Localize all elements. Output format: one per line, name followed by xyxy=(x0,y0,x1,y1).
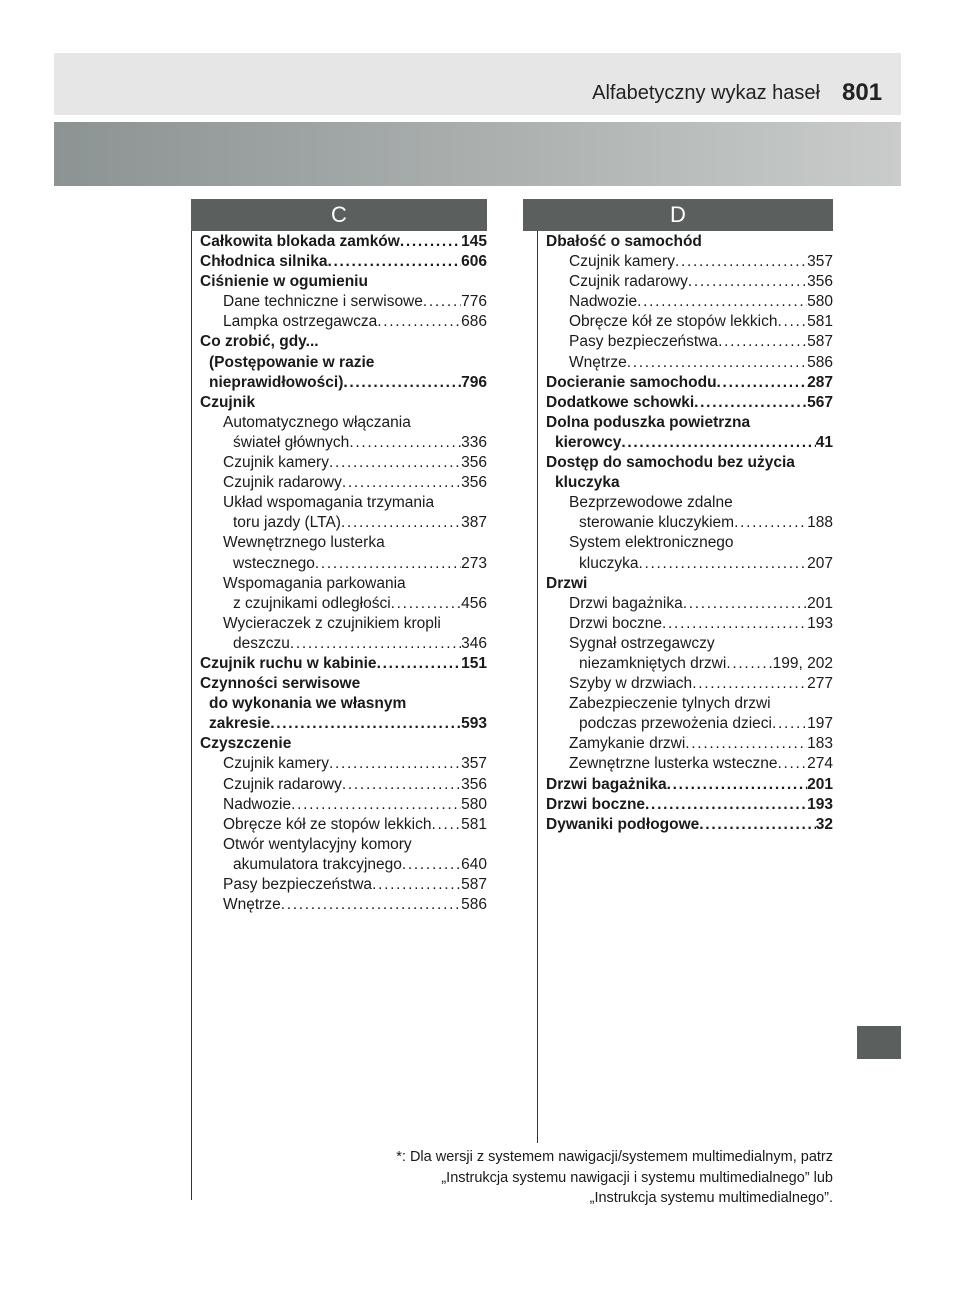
index-entry xyxy=(200,453,487,473)
dot-leader xyxy=(342,775,461,795)
entry-term: (Postępowanie w razie xyxy=(209,353,375,371)
entry-term: Drzwi xyxy=(546,574,588,592)
section-tab-d: D xyxy=(523,199,833,231)
index-entry xyxy=(200,734,487,754)
index-entry xyxy=(200,332,487,352)
entry-term: wstecznego xyxy=(233,554,315,572)
entry-page-number: 593 xyxy=(461,715,487,733)
index-entry xyxy=(546,493,833,513)
dot-leader xyxy=(692,674,807,694)
entry-page-number: 193 xyxy=(807,614,833,632)
dot-leader xyxy=(402,855,461,875)
entry-page-number: 145 xyxy=(461,233,487,250)
entry-term: Ciśnienie w ogumieniu xyxy=(200,273,368,291)
entry-term: toru jazdy (LTA) xyxy=(233,514,341,532)
index-entry xyxy=(546,795,833,815)
entry-term: Czujnik xyxy=(200,393,256,411)
index-entry xyxy=(200,493,487,513)
entry-term: do wykonania we własnym xyxy=(209,695,407,713)
entry-term: System elektronicznego xyxy=(569,534,734,552)
entry-term: Czujnik radarowy xyxy=(223,474,342,492)
entry-page-number: 274 xyxy=(807,755,833,773)
index-entry xyxy=(200,714,487,734)
entry-term: Dolna poduszka powietrzna xyxy=(546,413,751,431)
index-entry xyxy=(546,734,833,754)
index-entry xyxy=(546,373,833,393)
entry-term: sterowanie kluczykiem xyxy=(579,514,735,532)
index-entry xyxy=(200,574,487,594)
entry-page-number: 356 xyxy=(461,474,487,492)
entry-page-number: 587 xyxy=(807,333,833,351)
index-entry xyxy=(546,312,833,332)
index-entry xyxy=(200,413,487,433)
dot-leader xyxy=(343,373,461,393)
index-entry xyxy=(546,574,833,594)
entry-page-number: 587 xyxy=(461,876,487,893)
entry-page-number: 199, 202 xyxy=(772,654,833,672)
entry-term: nieprawidłowości) xyxy=(209,373,344,391)
entry-term: kluczyka xyxy=(579,554,639,572)
dot-leader xyxy=(699,815,815,835)
dot-leader xyxy=(431,815,461,835)
index-entry xyxy=(200,855,487,875)
index-entry xyxy=(546,272,833,292)
dot-leader xyxy=(372,875,461,895)
index-entry xyxy=(546,232,833,252)
index-entry xyxy=(546,413,833,433)
entry-page-number: 581 xyxy=(807,313,833,331)
entry-page-number: 356 xyxy=(461,454,487,472)
index-entry xyxy=(546,533,833,553)
entry-term: Dodatkowe schowki xyxy=(546,393,695,411)
index-entry xyxy=(200,513,487,533)
entry-term: Wnętrze xyxy=(569,353,627,371)
entry-page-number: 456 xyxy=(461,594,487,612)
index-entry xyxy=(200,634,487,654)
index-entry xyxy=(546,714,833,734)
dot-leader xyxy=(777,312,807,332)
dot-leader xyxy=(377,654,462,674)
index-entry xyxy=(200,272,487,292)
thumb-index-tab xyxy=(857,1026,901,1059)
entry-page-number: 201 xyxy=(807,775,833,793)
entry-term: kluczyka xyxy=(555,474,620,492)
index-entry xyxy=(546,433,833,453)
dot-leader xyxy=(329,754,461,774)
entry-term: Dywaniki podłogowe xyxy=(546,815,700,833)
entry-term: Docieranie samochodu xyxy=(546,373,717,391)
entry-term: Szyby w drzwiach xyxy=(569,675,693,693)
entry-term: Obręcze kół ze stopów lekkich xyxy=(223,815,432,833)
entry-term: Czujnik radarowy xyxy=(223,775,342,793)
dot-leader xyxy=(349,433,461,453)
entry-term: Chłodnica silnika xyxy=(200,253,328,271)
entry-term: Dbałość o samochód xyxy=(546,233,702,250)
dot-leader xyxy=(627,353,807,373)
index-entry xyxy=(200,252,487,272)
page-number: 801 xyxy=(842,79,883,106)
index-entry xyxy=(200,433,487,453)
entry-term: Drzwi bagażnika xyxy=(569,594,683,612)
index-entry xyxy=(200,353,487,373)
dot-leader xyxy=(291,795,461,815)
entry-page-number: 606 xyxy=(461,253,487,271)
entry-term: Wnętrze xyxy=(223,896,281,914)
index-entry xyxy=(200,875,487,895)
index-entry xyxy=(546,292,833,312)
page-title: Alfabetyczny wykaz haseł xyxy=(592,82,820,104)
entry-page-number: 567 xyxy=(807,393,833,411)
entry-term: Układ wspomagania trzymania xyxy=(223,494,435,512)
entry-page-number: 197 xyxy=(807,715,833,733)
entry-term: Drzwi boczne xyxy=(569,614,663,632)
entry-page-number: 776 xyxy=(461,293,487,311)
index-entry xyxy=(200,614,487,634)
entry-term: Wewnętrznego lusterka xyxy=(223,534,385,552)
entry-page-number: 586 xyxy=(807,353,833,371)
entry-term: Czujnik kamery xyxy=(223,755,329,773)
footnote-line: „Instrukcja systemu nawigacji i systemu multimedialnego” lub xyxy=(441,1169,833,1186)
index-entry xyxy=(200,835,487,855)
entry-term: Sygnał ostrzegawczy xyxy=(569,634,715,652)
entry-page-number: 357 xyxy=(807,253,833,271)
index-entry xyxy=(546,634,833,654)
entry-term: Co zrobić, gdy... xyxy=(200,333,319,351)
footnote-line: *: Dla wersji z systemem nawigacji/systemem multimedialnym, patrz xyxy=(396,1149,833,1165)
footnote-line: „Instrukcja systemu multimedialnego”. xyxy=(589,1190,833,1206)
dot-leader xyxy=(621,433,815,453)
index-entry xyxy=(546,815,833,835)
entry-page-number: 580 xyxy=(461,795,487,813)
index-entry xyxy=(546,513,833,533)
entry-page-number: 686 xyxy=(461,313,487,331)
entry-term: Bezprzewodowe zdalne xyxy=(569,494,733,512)
index-entry xyxy=(200,754,487,774)
dot-leader xyxy=(685,734,807,754)
index-entry xyxy=(546,594,833,614)
entry-term: podczas przewożenia dzieci xyxy=(579,715,772,733)
decorative-banner xyxy=(54,122,901,186)
entry-term: Pasy bezpieczeństwa xyxy=(569,333,719,351)
dot-leader xyxy=(342,473,461,493)
index-entry xyxy=(200,393,487,413)
entry-term: zakresie xyxy=(209,715,271,733)
dot-leader xyxy=(391,594,461,614)
entry-term: Otwór wentylacyjny komory xyxy=(223,835,412,853)
index-entry xyxy=(546,694,833,714)
entry-page-number: 32 xyxy=(815,815,833,833)
index-entry xyxy=(200,533,487,553)
index-entry xyxy=(546,614,833,634)
entry-term: Czujnik kamery xyxy=(569,253,675,271)
entry-page-number: 640 xyxy=(461,855,487,873)
entry-page-number: 387 xyxy=(461,514,487,532)
dot-leader xyxy=(377,312,461,332)
entry-page-number: 151 xyxy=(461,654,487,672)
entry-page-number: 336 xyxy=(461,433,487,451)
index-entry xyxy=(546,393,833,413)
dot-leader xyxy=(717,373,808,393)
index-entry xyxy=(200,554,487,574)
dot-leader xyxy=(327,252,461,272)
entry-term: Dane techniczne i serwisowe xyxy=(223,293,423,311)
entry-term: Wspomagania parkowania xyxy=(223,574,406,592)
entry-term: Nadwozie xyxy=(569,293,638,311)
column-divider xyxy=(537,231,538,1143)
entry-page-number: 273 xyxy=(461,554,487,572)
entry-page-number: 356 xyxy=(461,775,487,793)
dot-leader xyxy=(683,594,807,614)
entry-page-number: 41 xyxy=(815,433,833,451)
dot-leader xyxy=(718,332,807,352)
index-entry xyxy=(200,795,487,815)
entry-term: deszczu xyxy=(233,634,290,652)
entry-page-number: 586 xyxy=(461,896,487,914)
index-entry xyxy=(546,453,833,473)
index-entry xyxy=(200,815,487,835)
index-entry xyxy=(200,775,487,795)
index-entry xyxy=(200,473,487,493)
dot-leader xyxy=(645,795,807,815)
entry-term: Automatycznego włączania xyxy=(223,413,411,431)
index-column-d xyxy=(546,232,833,835)
index-entry xyxy=(200,674,487,694)
column-divider xyxy=(191,231,192,1200)
dot-leader xyxy=(637,292,807,312)
entry-term: Zewnętrzne lusterka wsteczne xyxy=(569,755,778,773)
dot-leader xyxy=(772,714,807,734)
index-entry xyxy=(200,232,487,252)
index-entry xyxy=(200,373,487,393)
dot-leader xyxy=(400,232,461,252)
footnote xyxy=(330,1147,833,1209)
entry-page-number: 277 xyxy=(807,675,833,693)
dot-leader xyxy=(662,614,807,634)
index-entry xyxy=(546,754,833,774)
dot-leader xyxy=(777,754,807,774)
dot-leader xyxy=(281,895,461,915)
index-entry xyxy=(200,312,487,332)
entry-term: Dostęp do samochodu bez użycia xyxy=(546,454,795,472)
entry-term: akumulatora trakcyjnego xyxy=(233,855,402,873)
entry-term: Czynności serwisowe xyxy=(200,675,361,693)
entry-page-number: 580 xyxy=(807,293,833,311)
index-entry xyxy=(546,775,833,795)
entry-page-number: 287 xyxy=(807,373,833,391)
entry-term: Drzwi boczne xyxy=(546,795,646,813)
entry-term: Czyszczenie xyxy=(200,735,292,753)
entry-term: Lampka ostrzegawcza xyxy=(223,313,378,331)
index-entry xyxy=(200,895,487,915)
dot-leader xyxy=(315,554,461,574)
index-entry xyxy=(546,674,833,694)
index-entry xyxy=(546,473,833,493)
entry-term: Czujnik kamery xyxy=(223,454,329,472)
entry-page-number: 581 xyxy=(461,815,487,833)
entry-term: niezamkniętych drzwi xyxy=(579,654,727,672)
dot-leader xyxy=(675,252,807,272)
dot-leader xyxy=(667,775,808,795)
dot-leader xyxy=(341,513,461,533)
entry-term: z czujnikami odległości xyxy=(233,594,391,612)
section-tab-c: C xyxy=(191,199,487,231)
entry-page-number: 356 xyxy=(807,273,833,291)
entry-page-number: 201 xyxy=(807,594,833,612)
dot-leader xyxy=(270,714,461,734)
index-entry xyxy=(546,554,833,574)
entry-term: Całkowita blokada zamków xyxy=(200,233,400,250)
index-entry xyxy=(200,654,487,674)
dot-leader xyxy=(329,453,461,473)
index-entry xyxy=(200,594,487,614)
dot-leader xyxy=(726,654,772,674)
index-entry xyxy=(546,252,833,272)
entry-page-number: 188 xyxy=(807,514,833,532)
entry-term: Wycieraczek z czujnikiem kropli xyxy=(223,614,441,632)
entry-page-number: 796 xyxy=(461,373,487,391)
entry-term: Nadwozie xyxy=(223,795,292,813)
dot-leader xyxy=(290,634,461,654)
entry-term: kierowcy xyxy=(555,433,622,451)
entry-page-number: 346 xyxy=(461,634,487,652)
index-entry xyxy=(200,292,487,312)
entry-page-number: 357 xyxy=(461,755,487,773)
entry-term: Czujnik radarowy xyxy=(569,273,688,291)
entry-term: Drzwi bagażnika xyxy=(546,775,667,793)
entry-term: Zamykanie drzwi xyxy=(569,735,686,753)
entry-term: Obręcze kół ze stopów lekkich xyxy=(569,313,778,331)
index-column-c xyxy=(200,232,487,915)
index-entry xyxy=(546,332,833,352)
index-entry xyxy=(546,654,833,674)
index-entry xyxy=(200,694,487,714)
entry-page-number: 207 xyxy=(807,554,833,572)
entry-page-number: 193 xyxy=(807,795,833,813)
index-entry xyxy=(546,353,833,373)
dot-leader xyxy=(694,393,807,413)
entry-page-number: 183 xyxy=(807,735,833,753)
dot-leader xyxy=(688,272,807,292)
entry-term: Czujnik ruchu w kabinie xyxy=(200,654,377,672)
entry-term: świateł głównych xyxy=(233,433,350,451)
dot-leader xyxy=(423,292,461,312)
entry-term: Zabezpieczenie tylnych drzwi xyxy=(569,695,771,713)
dot-leader xyxy=(734,513,807,533)
entry-term: Pasy bezpieczeństwa xyxy=(223,876,373,893)
dot-leader xyxy=(638,554,807,574)
